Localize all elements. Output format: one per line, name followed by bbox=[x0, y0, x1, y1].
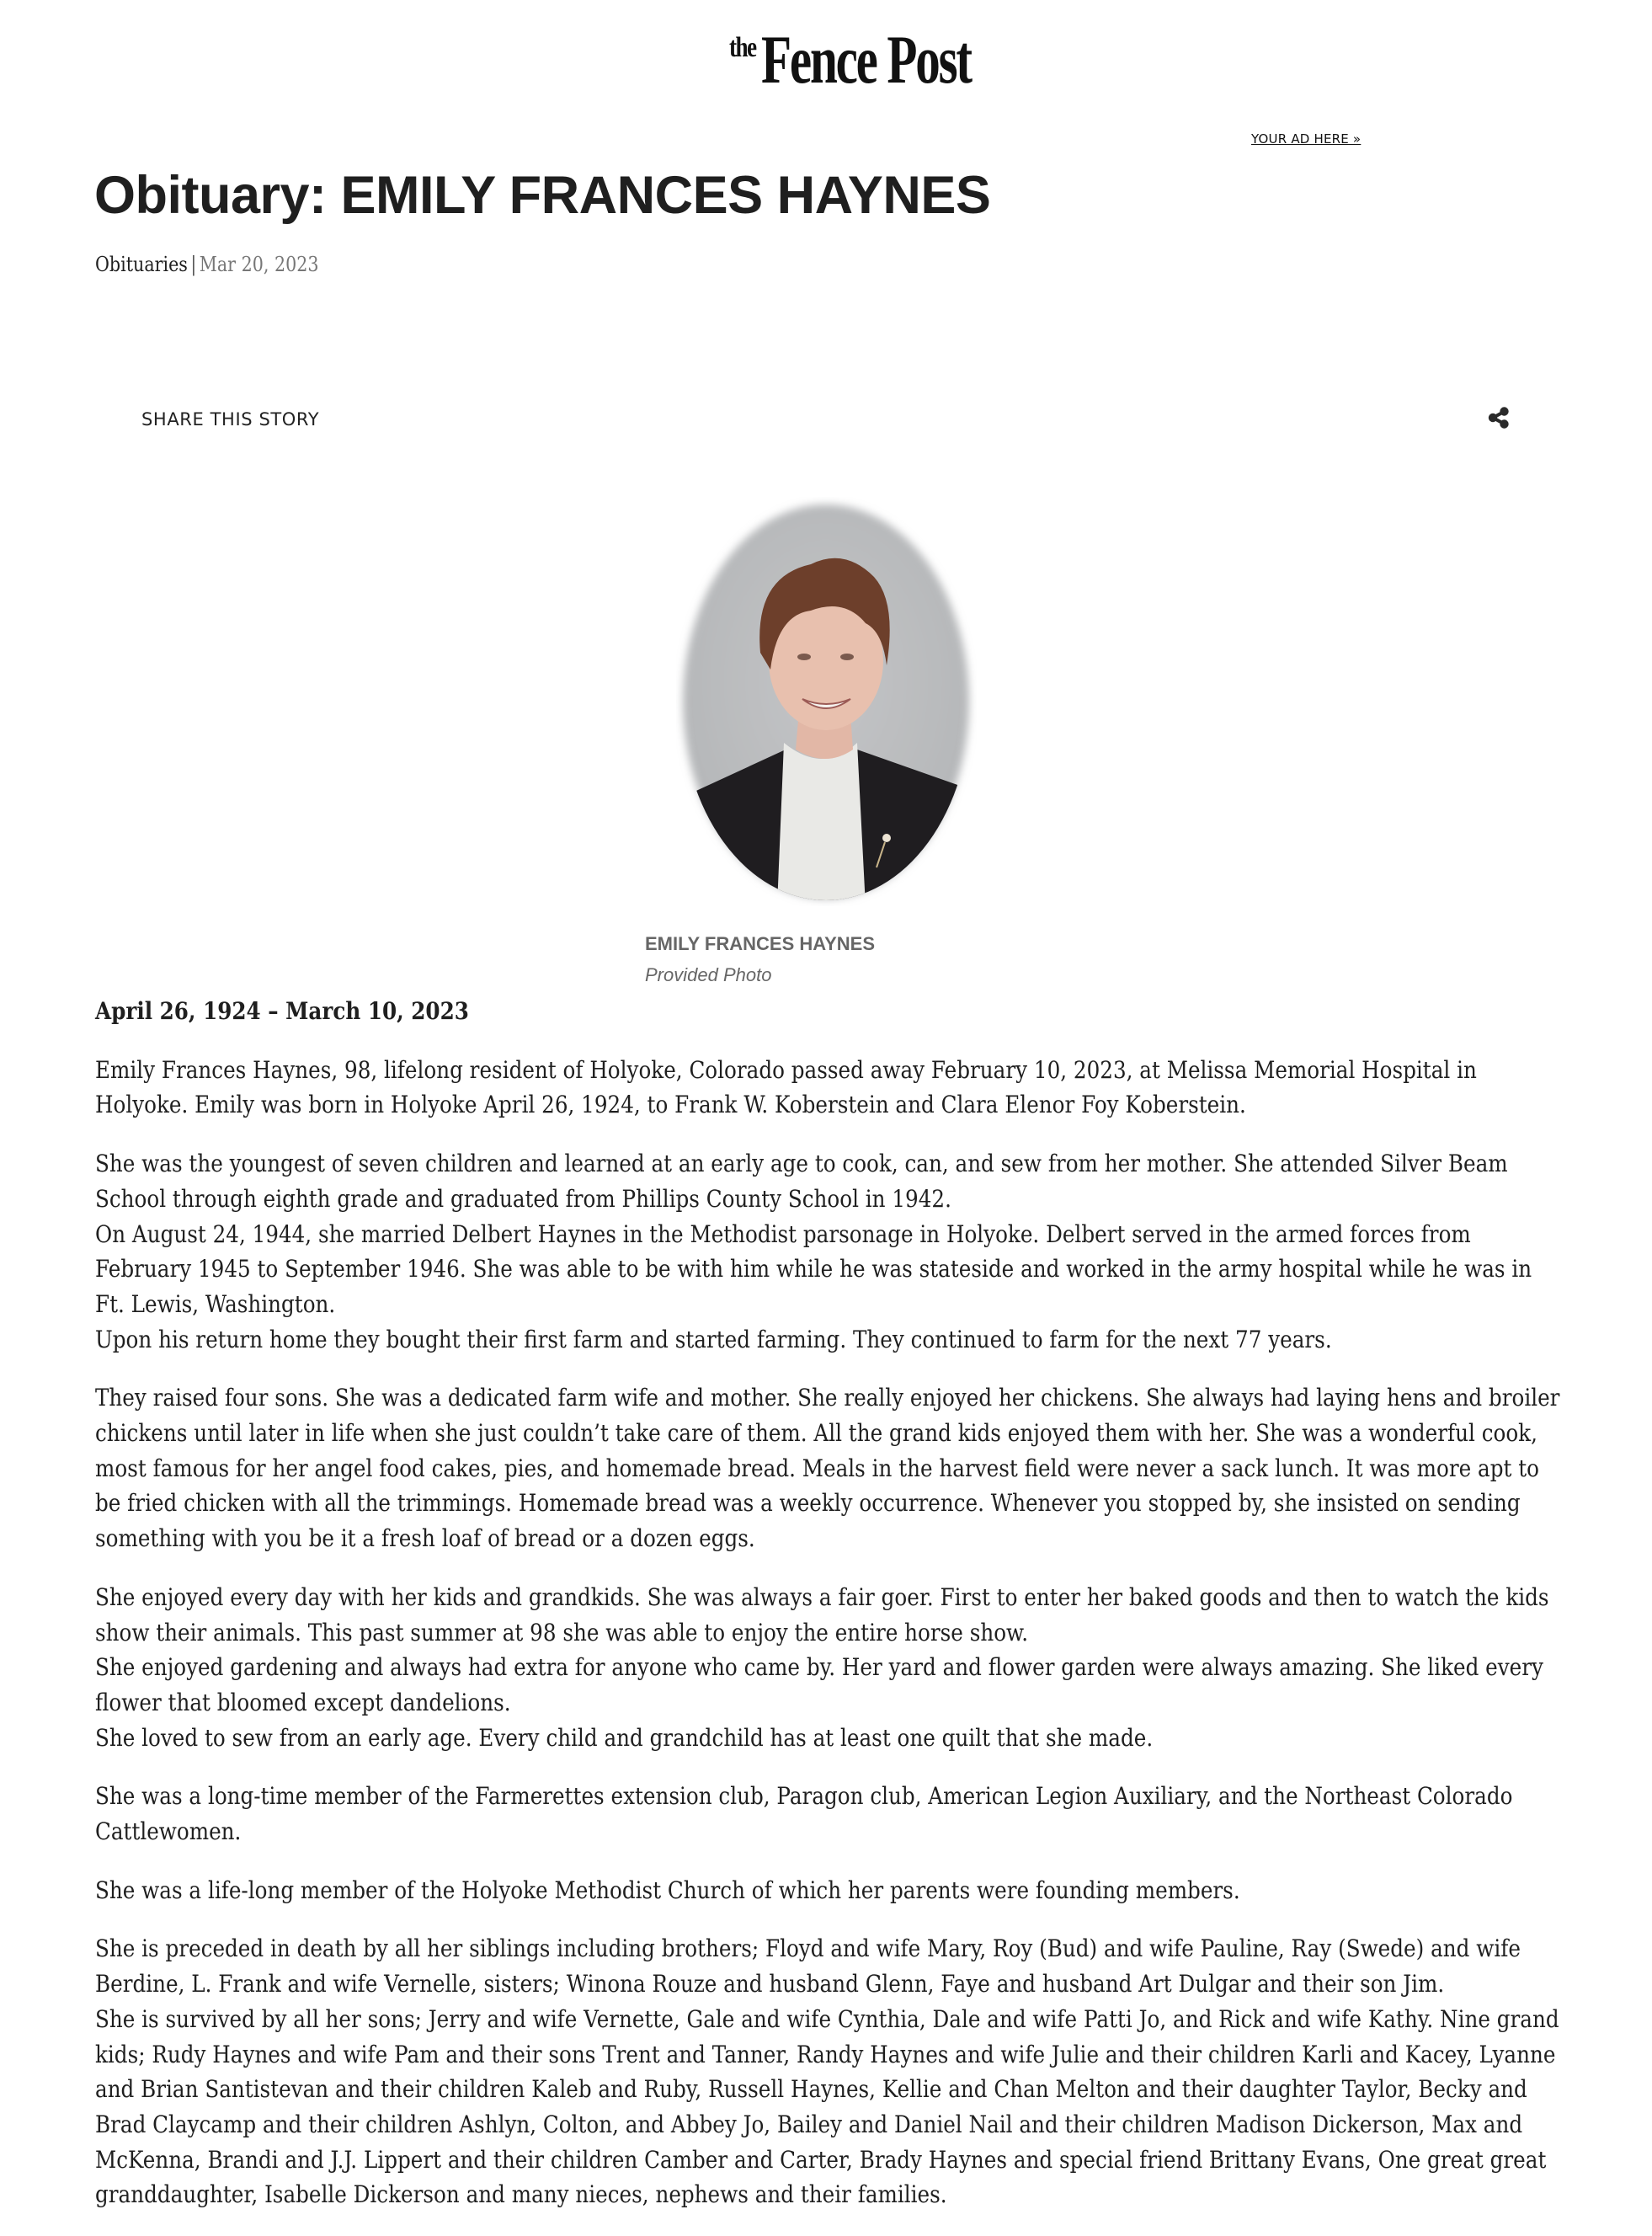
paragraph-line: She is preceded in death by all her siblings including brothers; Floyd and wife Mary, Roy (Bud) and wife Pauline, Ray (Swede) and wife Berdine, L. Frank and wife Vernelle, sisters; Winona Rouze and husband Glenn, Faye and husband Art Dulgar and their son Jim. bbox=[95, 1934, 1521, 1999]
your-ad-here-link[interactable]: YOUR AD HERE » bbox=[1251, 131, 1362, 147]
photo-caption-credit: Provided Photo bbox=[645, 964, 772, 985]
share-this-story-label: SHARE THIS STORY bbox=[141, 409, 320, 430]
paragraph-farm-life: They raised four sons. She was a dedicated farm wife and mother. She really enjoyed her chickens. She always had laying hens and broiler chickens until later in life when she just couldn’t take care of them. All the grand kids enjoyed them with her. She was a wonderful cook, most famous for her angel food cakes, pies, and homemade bread. Meals in the harvest field were never a sack lunch. It was more apt to be fried chicken with all the trimmings. Homemade bread was a weekly occurrence. Whenever you stopped by, she insisted on sending something with you be it a fresh loaf of bread or a dozen eggs. bbox=[95, 1384, 1560, 1553]
byline bbox=[95, 253, 319, 276]
paragraph-line: Upon his return home they bought their first farm and started farming. They continued to farm for the next 77 years. bbox=[95, 1325, 1332, 1353]
paragraph-line: On August 24, 1944, she married Delbert Haynes in the Methodist parsonage in Holyoke. Delbert served in the armed forces from February 1945 to September 1946. She was able to be with him while he was stateside and worked in the army hospital while he was in Ft. Lewis, Washington. bbox=[95, 1219, 1532, 1318]
paragraph-line: She was the youngest of seven children and learned at an early age to cook, can, and sew from her mother. She attended Silver Beam School through eighth grade and graduated from Phillips County School in 1942. bbox=[95, 1150, 1508, 1213]
paragraph-line: She is survived by all her sons; Jerry and wife Vernette, Gale and wife Cynthia, Dale and wife Patti Jo, and Rick and wife Kathy. Nine grand kids; Rudy Haynes and wife Pam and their sons Trent and Tanner, Randy Haynes and wife Julie and their children Karli and Kacey, Lyanne and Brian Santistevan and their children Kaleb and Ruby, Russell Haynes, Kellie and Chan Melton and their daughter Taylor, Becky and Brad Claycamp and their children Ashlyn, Colton, and Abbey Jo, Bailey and Daniel Nail and their children Madison Dickerson, Max and McKenna, Brandi and J.J. Lippert and their children Camber and Carter, Brady Haynes and special friend Brittany Evans, One great great granddaughter, Isabelle Dickerson and many nieces, nephews and their families. bbox=[95, 2004, 1559, 2209]
category-link[interactable]: Obituaries bbox=[95, 253, 188, 276]
life-dates: April 26, 1924 – March 10, 2023 bbox=[95, 997, 469, 1025]
logo-prefix: the bbox=[729, 32, 756, 63]
paragraph-line: She enjoyed every day with her kids and grandkids. She was always a fair goer. First to enter her baked goods and then to watch the kids show their animals. This past summer at 98 she was able to enjoy the entire horse show. bbox=[95, 1582, 1549, 1646]
paragraph-church: She was a life-long member of the Holyoke Methodist Church of which her parents were founding members. bbox=[95, 1876, 1240, 1904]
paragraph-intro: Emily Frances Haynes, 98, lifelong resident of Holyoke, Colorado passed away February 10, 2023, at Melissa Memorial Hospital in Holyoke. Emily was born in Holyoke April 26, 1924, to Frank W. Koberstein and Clara Elenor Foy Koberstein. bbox=[95, 1055, 1477, 1119]
page-title: Obituary: EMILY FRANCES HAYNES bbox=[94, 166, 991, 225]
logo-wordmark: Fence Post bbox=[761, 21, 971, 98]
publish-date: Mar 20, 2023 bbox=[199, 253, 319, 276]
portrait-image bbox=[676, 497, 977, 906]
paragraph-early-life bbox=[95, 1146, 1564, 1357]
paragraph-memberships: She was a long-time member of the Farmerettes extension club, Paragon club, American Legion Auxiliary, and the Northeast Colorado Cattlewomen. bbox=[95, 1782, 1513, 1846]
photo-caption-name: EMILY FRANCES HAYNES bbox=[645, 933, 876, 954]
share-icon[interactable] bbox=[1486, 405, 1511, 430]
paragraph-line: She enjoyed gardening and always had extra for anyone who came by. Her yard and flower garden were always amazing. She liked every flower that bloomed except dandelions. bbox=[95, 1653, 1543, 1716]
article-body bbox=[95, 994, 1564, 2236]
obituary-photo[interactable] bbox=[676, 497, 977, 906]
paragraph-family bbox=[95, 1931, 1564, 2212]
site-logo[interactable] bbox=[729, 21, 971, 98]
paragraph-hobbies bbox=[95, 1580, 1564, 1756]
paragraph-line: She loved to sew from an early age. Every child and grandchild has at least one quilt that she made. bbox=[95, 1723, 1154, 1752]
byline-separator: | bbox=[190, 253, 197, 276]
